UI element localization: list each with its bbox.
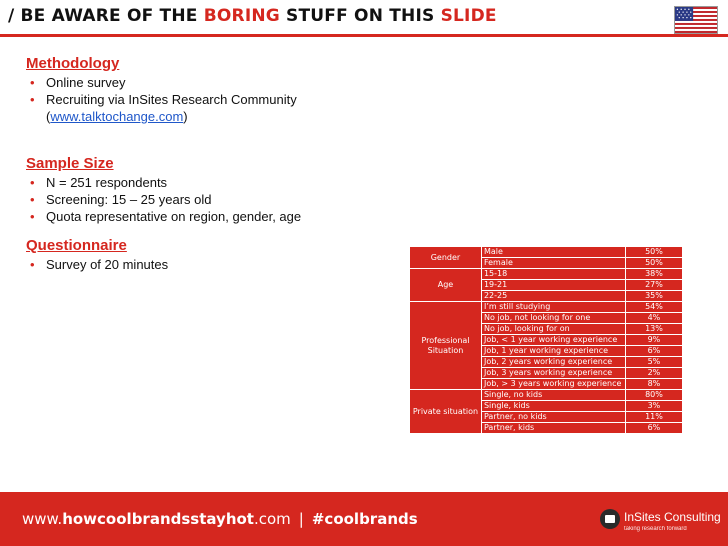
insites-logo-icon — [600, 509, 620, 529]
methodology-section — [26, 55, 297, 125]
list-item-text: Quota representative on region, gender, age — [46, 209, 302, 224]
row-value: 80% — [625, 390, 682, 401]
questionnaire-heading: Questionnaire — [26, 237, 127, 254]
row-value: 4% — [625, 313, 682, 324]
list-item-text: Survey of 20 minutes — [46, 257, 169, 272]
row-value: 35% — [625, 291, 682, 302]
row-value: 9% — [625, 335, 682, 346]
row-value: 8% — [625, 379, 682, 390]
row-label: No job, not looking for one — [481, 313, 625, 324]
row-label: I’m still studying — [481, 302, 625, 313]
row-label: 15-18 — [481, 269, 625, 280]
sample-size-heading: Sample Size — [26, 155, 114, 172]
row-label: Partner, kids — [481, 423, 625, 434]
table-row — [410, 390, 683, 401]
list-item — [26, 208, 301, 225]
row-label: Job, 3 years working experience — [481, 368, 625, 379]
bullet-icon: • — [30, 75, 35, 90]
row-label: Female — [481, 258, 625, 269]
list-item-text: Screening: 15 – 25 years old — [46, 192, 212, 207]
title-prefix: / BE AWARE OF THE — [8, 6, 204, 26]
table-row — [410, 269, 683, 280]
insites-logo — [600, 506, 720, 536]
footer-hashtag: #coolbrands — [311, 510, 418, 528]
title-divider — [0, 34, 728, 37]
list-item-text: N = 251 respondents — [46, 175, 168, 190]
group-cell: Private situation — [410, 390, 482, 434]
row-label: 19-21 — [481, 280, 625, 291]
row-value: 13% — [625, 324, 682, 335]
row-label: Male — [481, 247, 625, 258]
sample-size-section — [26, 155, 301, 225]
us-flag-icon — [674, 6, 718, 34]
title-highlight-slide: SLIDE — [440, 6, 497, 26]
table-row — [410, 302, 683, 313]
group-cell: Age — [410, 269, 482, 302]
list-item-text: Online survey — [46, 75, 126, 90]
bullet-icon: • — [30, 175, 35, 190]
bullet-icon: • — [30, 192, 35, 207]
row-label: Job, 1 year working experience — [481, 346, 625, 357]
methodology-heading: Methodology — [26, 55, 120, 72]
bullet-icon: • — [30, 92, 35, 107]
questionnaire-section — [26, 237, 168, 273]
title-middle: STUFF ON THIS — [279, 6, 441, 26]
list-item — [26, 174, 301, 191]
title-bar — [0, 0, 728, 36]
list-item — [26, 256, 168, 273]
sample-table — [409, 246, 683, 434]
list-item — [26, 91, 297, 108]
row-value: 6% — [625, 423, 682, 434]
list-item — [26, 74, 297, 91]
link-open-paren: ( — [46, 109, 51, 124]
logo-tagline: taking research forward — [624, 526, 687, 532]
row-value: 50% — [625, 247, 682, 258]
questionnaire-list — [26, 256, 168, 273]
row-value: 5% — [625, 357, 682, 368]
row-value: 11% — [625, 412, 682, 423]
link-close-paren: ) — [183, 109, 188, 124]
methodology-list — [26, 74, 297, 125]
row-label: 22-25 — [481, 291, 625, 302]
row-value: 54% — [625, 302, 682, 313]
bullet-icon: • — [30, 257, 35, 272]
row-label: Job, > 3 years working experience — [481, 379, 625, 390]
row-label: Job, < 1 year working experience — [481, 335, 625, 346]
row-value: 38% — [625, 269, 682, 280]
bullet-icon: • — [30, 209, 35, 224]
row-label: No job, looking for on — [481, 324, 625, 335]
table-row — [410, 247, 683, 258]
footer-url-suffix: .com — [253, 510, 291, 528]
list-item-continuation — [26, 108, 297, 125]
row-value: 6% — [625, 346, 682, 357]
row-label: Single, no kids — [481, 390, 625, 401]
footer-separator: | — [298, 510, 304, 528]
row-value: 27% — [625, 280, 682, 291]
group-cell: Professional Situation — [410, 302, 482, 390]
row-label: Job, 2 years working experience — [481, 357, 625, 368]
title-highlight-boring: BORING — [203, 6, 280, 26]
group-cell: Gender — [410, 247, 482, 269]
row-label: Single, kids — [481, 401, 625, 412]
sample-size-list — [26, 174, 301, 225]
footer-bar — [0, 492, 728, 546]
logo-name: InSites Consulting — [624, 510, 721, 524]
list-item-text: Recruiting via InSites Research Community — [46, 92, 297, 107]
footer-brand[interactable]: howcoolbrandsstayhot — [62, 510, 254, 528]
talktochange-link[interactable]: www.talktochange.com — [50, 109, 184, 124]
row-label: Partner, no kids — [481, 412, 625, 423]
list-item — [26, 191, 301, 208]
footer-url — [22, 510, 418, 528]
row-value: 3% — [625, 401, 682, 412]
slide-title — [8, 6, 497, 26]
row-value: 2% — [625, 368, 682, 379]
row-value: 50% — [625, 258, 682, 269]
sample-profile-table — [409, 246, 683, 434]
footer-url-prefix: www. — [22, 510, 63, 528]
